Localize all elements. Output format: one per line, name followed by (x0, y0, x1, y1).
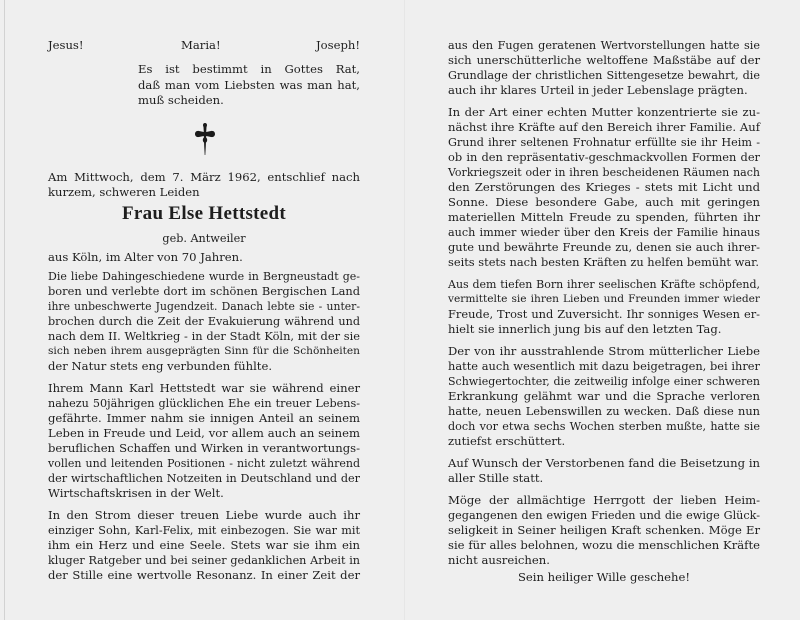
text-line: auch immer wieder über den Kreis der Familie hinaus (448, 226, 760, 239)
text-line: In den Strom dieser treuen Liebe wurde auch ihr (48, 508, 360, 522)
poem-line: daß man vom Liebsten was man hat, (138, 77, 360, 92)
text-line: kluger Ratgeber und bei seiner gedanklichen Arbeit in (48, 554, 360, 567)
text-line: Aus dem tiefen Born ihrer seelischen Kräfte schöpfend, (448, 278, 760, 291)
text-line: beruflichen Schaffen und Wirken in verantwortungs- (48, 441, 360, 455)
text-line: ihm ein Herz und eine Seele. Stets war sie ihm ein (48, 538, 360, 552)
latin-cross-icon (194, 122, 216, 156)
text-line: nach dem II. Weltkrieg - in der Stadt Köln, mit der sie (48, 329, 360, 343)
invocation-joseph: Joseph! (316, 38, 360, 52)
text-line: brochen durch die Zeit der Evakuierung während und (48, 315, 360, 328)
announcement-line: kurzem, schweren Leiden (48, 185, 200, 199)
text-line: gute und bewährte Freunde zu, denen sie auch ihrer- (448, 240, 760, 254)
poem-line: Es ist bestimmt in Gottes Rat, (138, 62, 360, 76)
text-line: vermittelte sie ihren Lieben und Freunden immer wieder (448, 293, 760, 305)
poem (138, 62, 360, 109)
text-line: aller Stille statt. (448, 471, 544, 485)
text-line: einziger Sohn, Karl-Felix, mit einbezogen. Sie war mit (48, 524, 360, 537)
text-line: Sonne. Diese besondere Gabe, auch mit geringen (448, 195, 760, 209)
text-line: Wirtschaftskrisen in der Welt. (48, 486, 224, 500)
text-line: der Natur stets eng verbunden fühlte. (48, 359, 273, 373)
text-line: den Zerstörungen des Krieges - stets mit Licht und (448, 180, 760, 194)
text-line: Der von ihr ausstrahlende Strom mütterlicher Liebe (448, 344, 760, 358)
text-line: der Stille eine wertvolle Resonanz. In einer Zeit der (48, 568, 360, 582)
text-line: Erkrankung gelähmt war und die Sprache verloren (448, 389, 760, 403)
text-line: hatte, neuen Lebenswillen zu wecken. Daß diese nun (448, 404, 760, 418)
text-line: boren und verlebte dort im schönen Bergischen Land (48, 284, 360, 298)
text-line: Ihrem Mann Karl Hettstedt war sie während einer (48, 381, 360, 395)
text-line: Grundlage der christlichen Sittengesetze bewahrt, die (448, 69, 760, 82)
text-line: nicht ausreichen. (448, 553, 550, 567)
text-line: auch ihr klares Urteil in jeder Lebenslage prägten. (448, 83, 748, 97)
text-line: Schwiegertochter, die zeitweilig infolge einer schweren (448, 375, 760, 388)
text-line: sich neben ihrem ausgeprägten Sinn für die Schönheiten (48, 345, 360, 357)
text-line: hielt sie innerlich jung bis auf den letzten Tag. (448, 322, 722, 336)
announcement-line: Am Mittwoch, dem 7. März 1962, entschlief nach (48, 170, 360, 184)
text-line: Möge der allmächtige Herrgott der lieben Heim- (448, 493, 760, 507)
text-line: hatte auch wesentlich mit dazu beigetragen, bei ihrer (448, 359, 760, 373)
text-line: In der Art einer echten Mutter konzentrierte sie zu- (448, 105, 760, 119)
poem-line: muß scheiden. (138, 93, 224, 107)
text-line: Freude, Trost und Zuversicht. Ihr sonniges Wesen er- (448, 307, 760, 321)
text-line: nahezu 50jährigen glücklichen Ehe ein treuer Lebens- (48, 397, 360, 410)
text-line: Leben in Freude und Leid, vor allem auch an seinem (48, 426, 360, 440)
text-line: doch vor etwa sechs Wochen sterben mußte, hatte sie (448, 420, 760, 433)
text-line: aus den Fugen geratenen Wertvorstellungen hatte sie (448, 39, 760, 52)
closing-line: Sein heiliger Wille geschehe! (517, 570, 691, 584)
text-line: Die liebe Dahingeschiedene wurde in Bergneustadt ge- (48, 270, 360, 283)
text-line: der wirtschaftlichen Notzeiten in Deutschland und der (48, 472, 360, 485)
text-line: materiellen Mitteln Freude zu spenden, führten ihr (448, 210, 760, 224)
card-edge-line (4, 0, 5, 620)
text-line: gegangenen den ewigen Frieden und die ewige Glück- (448, 509, 760, 522)
origin-age: aus Köln, im Alter von 70 Jahren. (48, 250, 243, 264)
text-line: Auf Wunsch der Verstorbenen fand die Beisetzung in (448, 456, 760, 470)
text-line: seits stets nach besten Kräften zu helfen bemüht war. (448, 255, 759, 269)
text-line: sie für alles belohnen, wozu die menschlichen Kräfte (448, 538, 760, 552)
text-line: ob in den repräsentativ-geschmackvollen Formen der (448, 150, 760, 164)
text-line: zutiefst erschüttert. (448, 434, 566, 448)
text-line: sich unerschütterliche weltoffene Maßstäbe auf der (448, 53, 760, 67)
deceased-name: Frau Else Hettstedt (122, 203, 286, 224)
text-line: Grund ihrer seltenen Frohnatur erfüllte sie ihr Heim - (448, 136, 760, 149)
maiden-name: geb. Antweiler (162, 232, 246, 245)
text-line: vollen und leitenden Positionen - nicht zuletzt während (48, 457, 360, 470)
text-line: gefährte. Immer nahm sie innigen Anteil an seinem (48, 411, 360, 425)
text-line: seligkeit in Seiner heiligen Kraft schenken. Möge Er (448, 523, 760, 537)
invocation-maria: Maria! (181, 38, 221, 52)
text-line: nächst ihre Kräfte auf den Bereich ihrer Familie. Auf (448, 120, 760, 134)
text-line: ihre unbeschwerte Jugendzeit. Danach lebte sie - unter- (48, 300, 360, 313)
invocation-jesus: Jesus! (48, 38, 84, 52)
fold-line (404, 0, 405, 620)
text-line: Vorkriegszeit oder in ihren bescheidenen Räumen nach (448, 166, 760, 179)
